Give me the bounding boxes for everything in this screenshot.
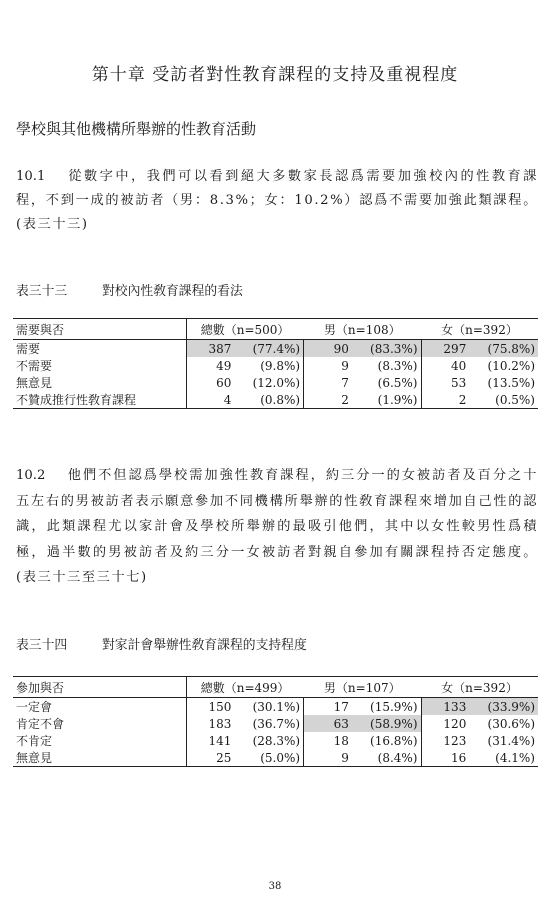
male-count: 18 xyxy=(333,733,349,748)
header-female: 女（n=392） xyxy=(421,319,538,340)
header-label: 參加與否 xyxy=(13,677,186,698)
total-percent: (36.7%) xyxy=(234,715,303,732)
header-male: 男（n=107） xyxy=(304,677,421,698)
female-count: 123 xyxy=(443,733,467,748)
female-percent: (13.5%) xyxy=(487,375,535,390)
male-percent: (6.5%) xyxy=(352,374,421,391)
page-number: 38 xyxy=(268,881,282,892)
row-label: 無意見 xyxy=(13,749,186,767)
total-count: 183 xyxy=(208,716,232,731)
female-percent: (75.8%) xyxy=(469,340,538,358)
table-34 xyxy=(13,676,538,767)
row-label: 不贊成推行性敎育課程 xyxy=(13,391,186,409)
male-count: 9 xyxy=(304,749,352,767)
paragraph-number: 10.2 xyxy=(16,468,46,483)
table-row xyxy=(13,340,538,358)
male-percent: (8.3%) xyxy=(352,357,421,374)
table-row xyxy=(13,391,538,409)
male-count: 90 xyxy=(304,340,352,358)
table-row xyxy=(13,749,538,767)
total-percent: (0.8%) xyxy=(234,391,303,409)
total-percent: (77.4%) xyxy=(234,340,303,358)
row-label: 肯定不會 xyxy=(13,715,186,732)
row-label: 不肯定 xyxy=(13,732,186,749)
total-percent: (9.8%) xyxy=(234,357,303,374)
male-count: 2 xyxy=(304,391,352,409)
table-title: 對校內性敎育課程的看法 xyxy=(102,284,243,299)
table-34-caption xyxy=(16,634,307,653)
total-count: 25 xyxy=(186,749,234,767)
female-percent: (10.2%) xyxy=(487,358,535,373)
total-count: 150 xyxy=(208,699,232,714)
paragraph-10-1 xyxy=(16,165,538,237)
table-row xyxy=(13,732,538,749)
chapter-title: 第十章 受訪者對性教育課程的支持及重視程度 xyxy=(91,65,459,85)
total-percent: (12.0%) xyxy=(234,374,303,391)
row-label: 不需要 xyxy=(13,357,186,374)
female-count: 297 xyxy=(421,340,469,358)
header-female: 女（n=392） xyxy=(421,677,538,698)
paragraph-number: 10.1 xyxy=(16,169,46,184)
male-percent: (16.8%) xyxy=(352,732,421,749)
male-percent: (58.9%) xyxy=(352,715,421,732)
header-total: 總數（n=499） xyxy=(186,677,303,698)
total-percent: (30.1%) xyxy=(234,698,303,716)
header-male: 男（n=108） xyxy=(304,319,421,340)
table-row xyxy=(13,698,538,716)
female-percent: (33.9%) xyxy=(469,698,538,716)
total-count: 4 xyxy=(186,391,234,409)
table-header-row xyxy=(13,319,538,340)
total-count: 141 xyxy=(208,733,232,748)
table-row xyxy=(13,374,538,391)
table-33 xyxy=(13,318,538,409)
table-number: 表三十三 xyxy=(16,284,68,299)
table-33-caption xyxy=(16,280,243,299)
total-percent: (5.0%) xyxy=(234,749,303,767)
male-percent: (8.4%) xyxy=(352,749,421,767)
paragraph-text: 從數字中，我們可以看到絕大多數家長認爲需要加強校內的性教育課程，不到一成的被訪者（男：8.3%；女：10.2%）認爲不需要加強此類課程。(表三十三) xyxy=(16,169,538,232)
male-count: 63 xyxy=(304,715,352,732)
male-count: 17 xyxy=(333,699,349,714)
male-percent: (83.3%) xyxy=(352,340,421,358)
female-count: 53 xyxy=(451,375,467,390)
paragraph-text: 他們不但認爲學校需加強性教育課程，約三分一的女被訪者及百分之十五左右的男被訪者表示願意參加不同機構所舉辦的性敎育課程來增加自己性的認識，此類課程尤以家計會及學校所舉辦的最吸引他們，其中以女性較男性爲積極，過半數的男被訪者及約三分一女被訪者對親自參加有關課程持否定態度。(表三十三至三十七) xyxy=(16,468,538,585)
header-total: 總數（n=500） xyxy=(186,319,303,340)
female-percent: (30.6%) xyxy=(487,716,535,731)
section-heading: 學校與其他機構所舉辦的性教育活動 xyxy=(16,120,257,138)
table-title: 對家計會舉辦性敎育課程的支持程度 xyxy=(102,638,307,653)
total-percent: (28.3%) xyxy=(234,732,303,749)
table-header-row xyxy=(13,677,538,698)
male-percent: (1.9%) xyxy=(352,391,421,409)
female-percent: (4.1%) xyxy=(469,749,538,767)
row-label: 需要 xyxy=(13,340,186,358)
female-count: 120 xyxy=(443,716,467,731)
header-label: 需要與否 xyxy=(13,319,186,340)
table-row xyxy=(13,715,538,732)
female-count: 2 xyxy=(421,391,469,409)
male-count: 9 xyxy=(341,358,349,373)
male-count: 7 xyxy=(341,375,349,390)
female-percent: (31.4%) xyxy=(487,733,535,748)
male-percent: (15.9%) xyxy=(352,698,421,716)
paragraph-10-2 xyxy=(16,463,538,591)
row-label: 一定會 xyxy=(13,698,186,716)
total-count: 60 xyxy=(216,375,232,390)
female-percent: (0.5%) xyxy=(469,391,538,409)
female-count: 133 xyxy=(421,698,469,716)
total-count: 387 xyxy=(186,340,234,358)
total-count: 49 xyxy=(216,358,232,373)
row-label: 無意見 xyxy=(13,374,186,391)
table-number: 表三十四 xyxy=(16,638,68,653)
female-count: 16 xyxy=(421,749,469,767)
table-row xyxy=(13,357,538,374)
female-count: 40 xyxy=(451,358,467,373)
